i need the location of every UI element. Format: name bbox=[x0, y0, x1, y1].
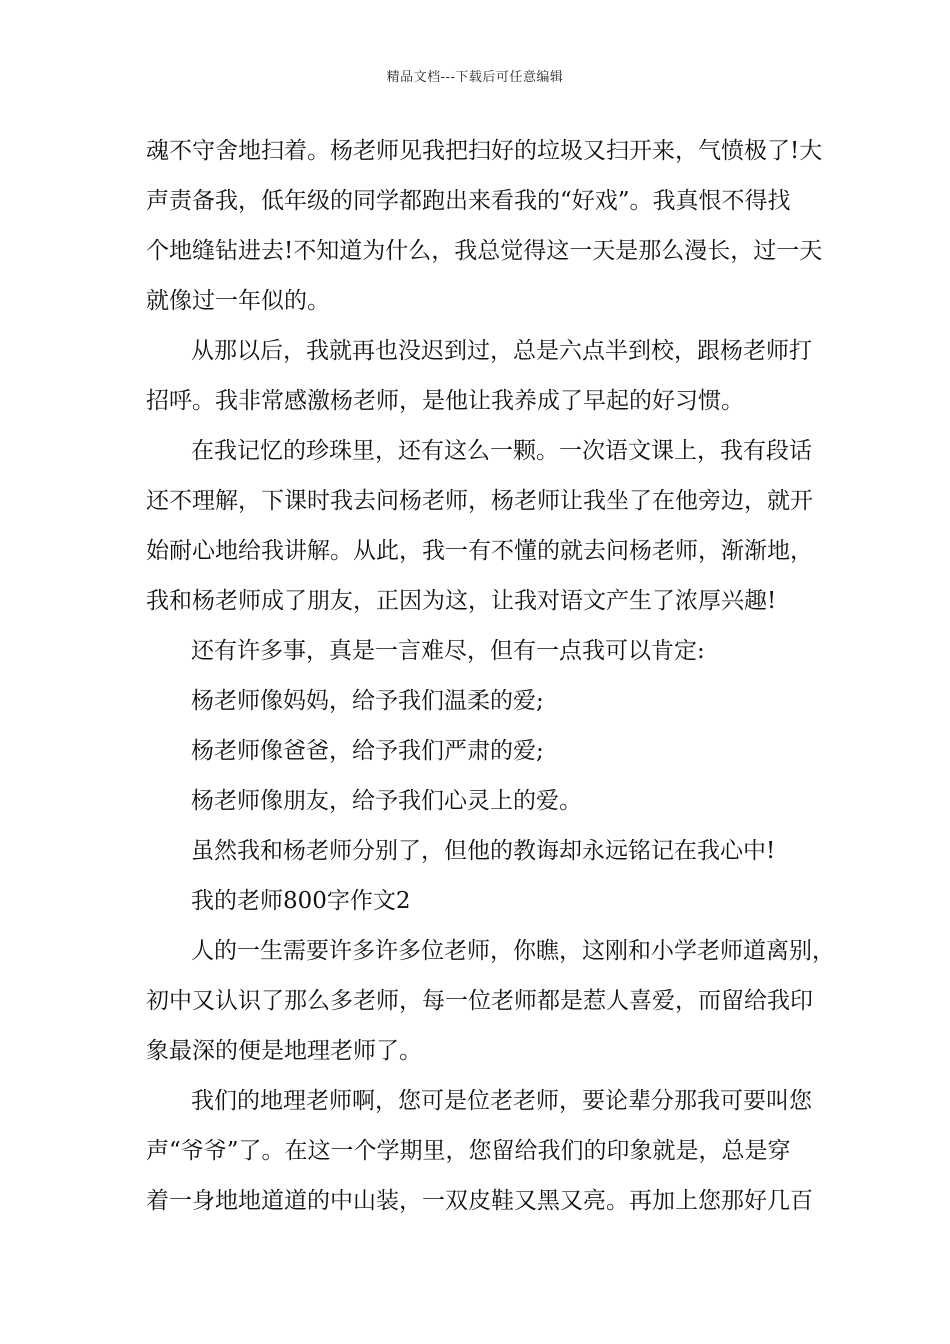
text-line: 虽然我和杨老师分别了，但他的教诲却永远铭记在我心中! bbox=[191, 838, 776, 864]
section-heading: 我的老师800字作文2 bbox=[191, 888, 411, 914]
text-line: 还有许多事，真是一言难尽，但有一点我可以肯定: bbox=[191, 638, 705, 664]
text-line: 在我记忆的珍珠里，还有这么一颗。一次语文课上，我有段话 bbox=[191, 438, 812, 464]
text-line: 杨老师像爸爸，给予我们严肃的爱; bbox=[191, 738, 544, 764]
text-line: 个地缝钻进去!不知道为什么，我总觉得这一天是那么漫长，过一天 bbox=[146, 238, 823, 264]
text-line: 从那以后，我就再也没迟到过，总是六点半到校，跟杨老师打 bbox=[191, 338, 812, 364]
text-line: 杨老师像朋友，给予我们心灵上的爱。 bbox=[191, 788, 582, 814]
text-line: 我和杨老师成了朋友，正因为这，让我对语文产生了浓厚兴趣! bbox=[146, 588, 777, 614]
text-line: 着一身地地道道的中山装，一双皮鞋又黑又亮。再加上您那好几百 bbox=[146, 1188, 813, 1214]
text-line: 魂不守舍地扫着。杨老师见我把扫好的垃圾又扫开来，气愤极了!大 bbox=[146, 138, 823, 164]
text-line: 声“爷爷”了。在这一个学期里，您留给我们的印象就是，总是穿 bbox=[146, 1138, 791, 1164]
document-body bbox=[146, 126, 836, 1226]
page-header: 精品文档---下载后可任意编辑 bbox=[386, 70, 564, 85]
text-line: 初中又认识了那么多老师，每一位老师都是惹人喜爱，而留给我印 bbox=[146, 988, 813, 1014]
text-line: 就像过一年似的。 bbox=[146, 288, 330, 314]
text-line: 招呼。我非常感激杨老师，是他让我养成了早起的好习惯。 bbox=[146, 388, 744, 414]
text-line: 始耐心地给我讲解。从此，我一有不懂的就去问杨老师，渐渐地， bbox=[146, 538, 813, 564]
text-line: 杨老师像妈妈，给予我们温柔的爱; bbox=[191, 688, 544, 714]
text-line: 还不理解，下课时我去问杨老师，杨老师让我坐了在他旁边，就开 bbox=[146, 488, 813, 514]
text-line: 声责备我，低年级的同学都跑出来看我的“好戏”。我真恨不得找 bbox=[146, 188, 791, 214]
text-line: 我们的地理老师啊，您可是位老老师，要论辈分那我可要叫您 bbox=[191, 1088, 812, 1114]
text-line: 象最深的便是地理老师了。 bbox=[146, 1038, 422, 1064]
text-line: 人的一生需要许多许多位老师，你瞧，这刚和小学老师道离别， bbox=[191, 938, 835, 964]
